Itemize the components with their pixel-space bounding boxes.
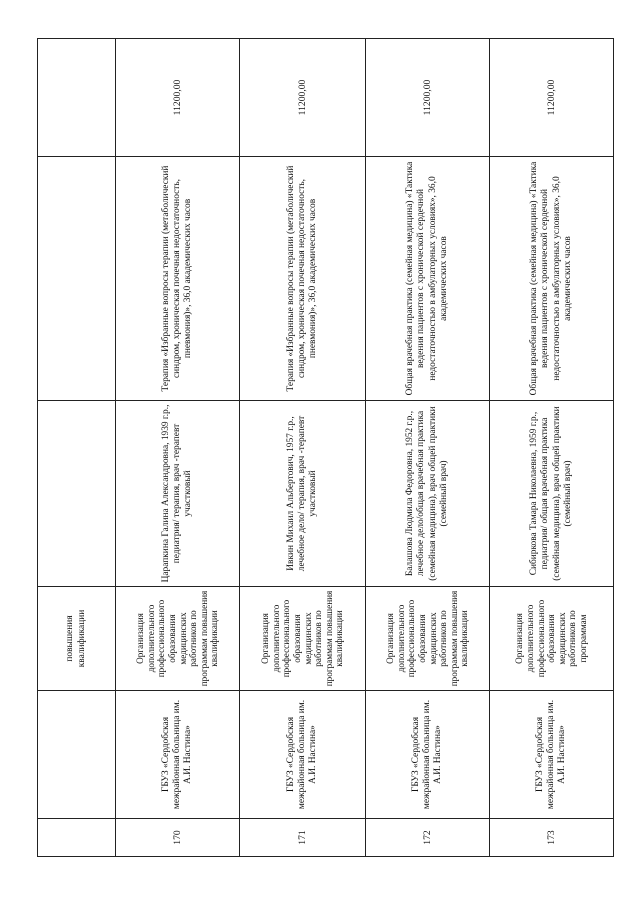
organization-type: Организация дополнительного профессионального образования медицинских работников по программам повышения квалификации — [366, 587, 490, 691]
training-program: Терапия «Избранные вопросы терапии (метаболический синдром, хроническая почечная недостаточность, пневмония)», 36,0 академических часов — [240, 157, 366, 401]
table-row — [240, 39, 366, 857]
organization-type: Организация дополнительного профессионального образования медицинских работников по программам — [490, 587, 614, 691]
organization-type: Организация дополнительного профессионального образования медицинских работников по программам повышения квалификации — [116, 587, 240, 691]
institution-name: ГБУЗ «Сердобская межрайонная больница им. А.И. Настина» — [116, 691, 240, 819]
table-row — [116, 39, 240, 857]
cell-program-empty — [38, 157, 116, 401]
institution-name: ГБУЗ «Сердобская межрайонная больница им. А.И. Настина» — [240, 691, 366, 819]
program-price: 11200,00 — [366, 39, 490, 157]
rotated-table-container — [37, 39, 588, 857]
row-number: 173 — [490, 819, 614, 857]
cell-price-empty — [38, 39, 116, 157]
program-price: 11200,00 — [240, 39, 366, 157]
specialist-info: Балашова Людмила Федоровна, 1952 г.р., лечебное дело/общая врачебная практика (семейная медицина), врач общей практики (семейный врач) — [366, 401, 490, 587]
cell-organization-fragment: повышения квалификации — [38, 587, 116, 691]
institution-name: ГБУЗ «Сердобская межрайонная больница им. А.И. Настина» — [366, 691, 490, 819]
program-price: 11200,00 — [490, 39, 614, 157]
specialist-info: Сибиркова Тамара Николаевна, 1959 г.р., педиатрия/ общая врачебная практика (семейная медицина), врач общей практики (семейный врач) — [490, 401, 614, 587]
organization-type: Организация дополнительного профессионального образования медицинских работников по программам повышения квалификации — [240, 587, 366, 691]
training-program: Общая врачебная практика (семейная медицина) «Тактика ведения пациентов с хронической сердечной недостаточностью в амбулаторных условиях», 36,0 академических часов — [366, 157, 490, 401]
cell-person-empty — [38, 401, 116, 587]
cell-num-empty — [38, 819, 116, 857]
row-number: 172 — [366, 819, 490, 857]
data-table — [37, 38, 614, 857]
row-number: 171 — [240, 819, 366, 857]
training-program: Общая врачебная практика (семейная медицина) «Тактика ведения пациентов с хронической сердечной недостаточностью в амбулаторных условиях», 36,0 академических часов — [490, 157, 614, 401]
institution-name: ГБУЗ «Сердобская межрайонная больница им. А.И. Настина» — [490, 691, 614, 819]
table-row — [490, 39, 614, 857]
table-row — [366, 39, 490, 857]
program-price: 11200,00 — [116, 39, 240, 157]
training-program: Терапия «Избранные вопросы терапии (метаболический синдром, хроническая почечная недостаточность, пневмония)», 36,0 академических часов — [116, 157, 240, 401]
table-row-continuation — [38, 39, 116, 857]
cell-institution-empty — [38, 691, 116, 819]
specialist-info: Царапкина Галина Александровна, 1939 г.р., педиатрия/ терапия, врач -терапевт участковый — [116, 401, 240, 587]
row-number: 170 — [116, 819, 240, 857]
specialist-info: Ивкин Михаил Альбертович, 1957 г.р., лечебное дело/ терапия, врач -терапевт участковый — [240, 401, 366, 587]
